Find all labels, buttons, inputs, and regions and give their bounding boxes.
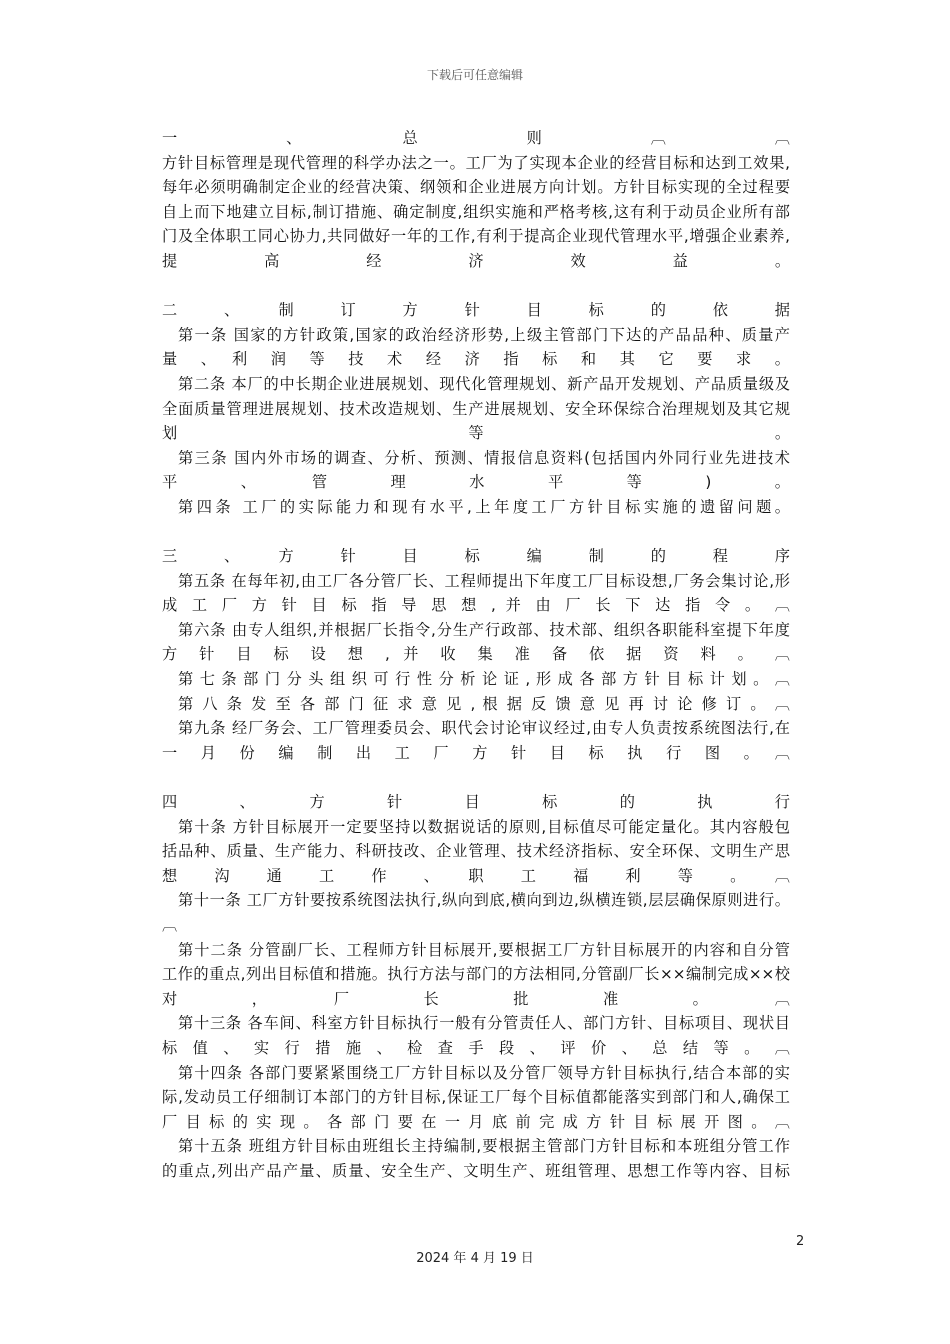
text-line: 第十五条 班组方针目标由班组长主持编制,要根据主管部门方针目标和本班组分管工作 xyxy=(178,1137,790,1156)
paragraph-gap xyxy=(162,765,790,790)
text-line: 厂 目 标 的 实 现 。 各 部 门 要 在 一 月 底 前 完 成 方 针 目 标 展 开 图 。 ︹ xyxy=(162,1112,790,1131)
document-body xyxy=(162,126,790,1184)
page-footer-date: 2024 年 4 月 19 日 xyxy=(416,1251,534,1266)
text-line: 标 值 、 实 行 措 施 、 检 查 手 段 、 评 价 、 总 结 等 。 ︹ xyxy=(162,1038,790,1057)
section-heading: 二 、 制 订 方 针 目 标 的 依 据 xyxy=(162,301,790,320)
text-line: 第九条 经厂务会、工厂管理委员会、职代会讨论审议经过,由专人负责按系统图法行,在 xyxy=(178,719,790,738)
text-line: 想 沟 通 工 作 、 职 工 福 利 等 。 ︹ xyxy=(162,866,790,885)
text-line: 第四条 工厂的实际能力和现有水平,上年度工厂方针目标实施的遗留问题。 xyxy=(178,497,790,516)
text-line: 量 、 利 润 等 技 术 经 济 指 标 和 其 它 要 求 。 xyxy=(162,350,790,369)
text-line: 对 ， 厂 长 批 准 。 ︹ xyxy=(162,989,790,1008)
paragraph-gap xyxy=(162,274,790,299)
text-line: 方针目标管理是现代管理的科学办法之一。工厂为了实现本企业的经营目标和达到工效果, xyxy=(162,153,790,172)
text-line: 第十四条 各部门要紧紧围绕工厂方针目标以及分管厂领导方针目标执行,结合本部的实 xyxy=(178,1063,790,1082)
text-line: 每年必须明确制定企业的经营决策、纲领和企业进展方向计划。方针目标实现的全过程要 xyxy=(162,178,790,197)
text-line: 第 七 条 部 门 分 头 组 织 可 行 性 分 析 论 证 , 形 成 各 部 方 针 目 标 计 划 。 ︹ xyxy=(178,670,790,689)
text-line: 第十二条 分管副厂长、工程师方针目标展开,要根据工厂方针目标展开的内容和自分管 xyxy=(178,940,790,959)
text-line: 工作的重点,列出目标值和措施。执行方法与部门的方法相同,分管副厂长××编制完成××校 xyxy=(162,965,790,984)
paragraph-gap xyxy=(162,520,790,545)
text-line: 门及全体职工同心协力,共同做好一年的工作,有利于提高企业现代管理水平,增强企业素养, xyxy=(162,227,790,246)
text-line: 第一条 国家的方针政策,国家的政治经济形势,上级主管部门下达的产品品种、质量产 xyxy=(178,325,790,344)
page-number: 2 xyxy=(796,1234,805,1249)
text-line: 第六条 由专人组织,并根据厂长指令,分生产行政部、技术部、组织各职能科室提下年度 xyxy=(178,620,790,639)
text-line: 际,发动员工仔细制订本部门的方针目标,保证工厂每个目标值都能落实到部门和人,确保工 xyxy=(162,1088,790,1107)
text-line: 自上而下地建立目标,制订措施、确定制度,组织实施和严格考核,这有利于动员企业所有部 xyxy=(162,202,790,221)
text-line: 括品种、质量、生产能力、科研技改、企业管理、技术经济指标、安全环保、文明生产思 xyxy=(162,842,790,861)
text-line: 提 高 经 济 效 益 。 xyxy=(162,251,790,270)
text-line: 第三条 国内外市场的调查、分析、预测、情报信息资料(包括国内外同行业先进技术 xyxy=(178,448,790,467)
text-line: 第五条 在每年初,由工厂各分管厂长、工程师提出下年度工厂目标设想,厂务会集讨论,形 xyxy=(178,571,790,590)
text-line: 第 八 条 发 至 各 部 门 征 求 意 见 , 根 据 反 馈 意 见 再 讨 论 修 订 。 ︹ xyxy=(178,694,790,713)
text-line: 第二条 本厂的中长期企业进展规划、现代化管理规划、新产品开发规划、产品质量级及 xyxy=(178,374,790,393)
text-line: 划 等 。 xyxy=(162,424,790,443)
section-heading: 一 、 总 则 ︹ ︹ xyxy=(162,129,790,147)
section-heading: 三 、 方 针 目 标 编 制 的 程 序 xyxy=(162,547,790,566)
text-line: 的重点,列出产品产量、质量、安全生产、文明生产、班组管理、思想工作等内容、目标 xyxy=(162,1161,790,1180)
text-line: 第十条 方针目标展开一定要坚持以数据说话的原则,目标值尽可能定量化。其内容般包 xyxy=(178,817,790,836)
text-line: ︹ xyxy=(162,916,178,934)
text-line: 第十三条 各车间、科室方针目标执行一般有分管责任人、部门方针、目标项目、现状目 xyxy=(178,1014,790,1033)
text-line: 成 工 厂 方 针 目 标 指 导 思 想 , 并 由 厂 长 下 达 指 令 。 ︹ xyxy=(162,596,790,615)
section-heading: 四 、 方 针 目 标 的 执 行 xyxy=(162,793,790,812)
text-line: 一 月 份 编 制 出 工 厂 方 针 目 标 执 行 图 。 ︹ xyxy=(162,743,790,762)
text-line: 第十一条 工厂方针要按系统图法执行,纵向到底,横向到边,纵横连锁,层层确保原则进行。 xyxy=(178,891,790,910)
page-header: 下载后可任意编辑 xyxy=(426,68,523,82)
text-line: 全面质量管理进展规划、技术改造规划、生产进展规划、安全环保综合治理规划及其它规 xyxy=(162,399,790,418)
text-line: 方 针 目 标 设 想 , 并 收 集 准 备 依 据 资 料 。 ︹ xyxy=(162,645,790,664)
text-line: 平 、 管 理 水 平 等 ) 。 xyxy=(162,473,790,492)
